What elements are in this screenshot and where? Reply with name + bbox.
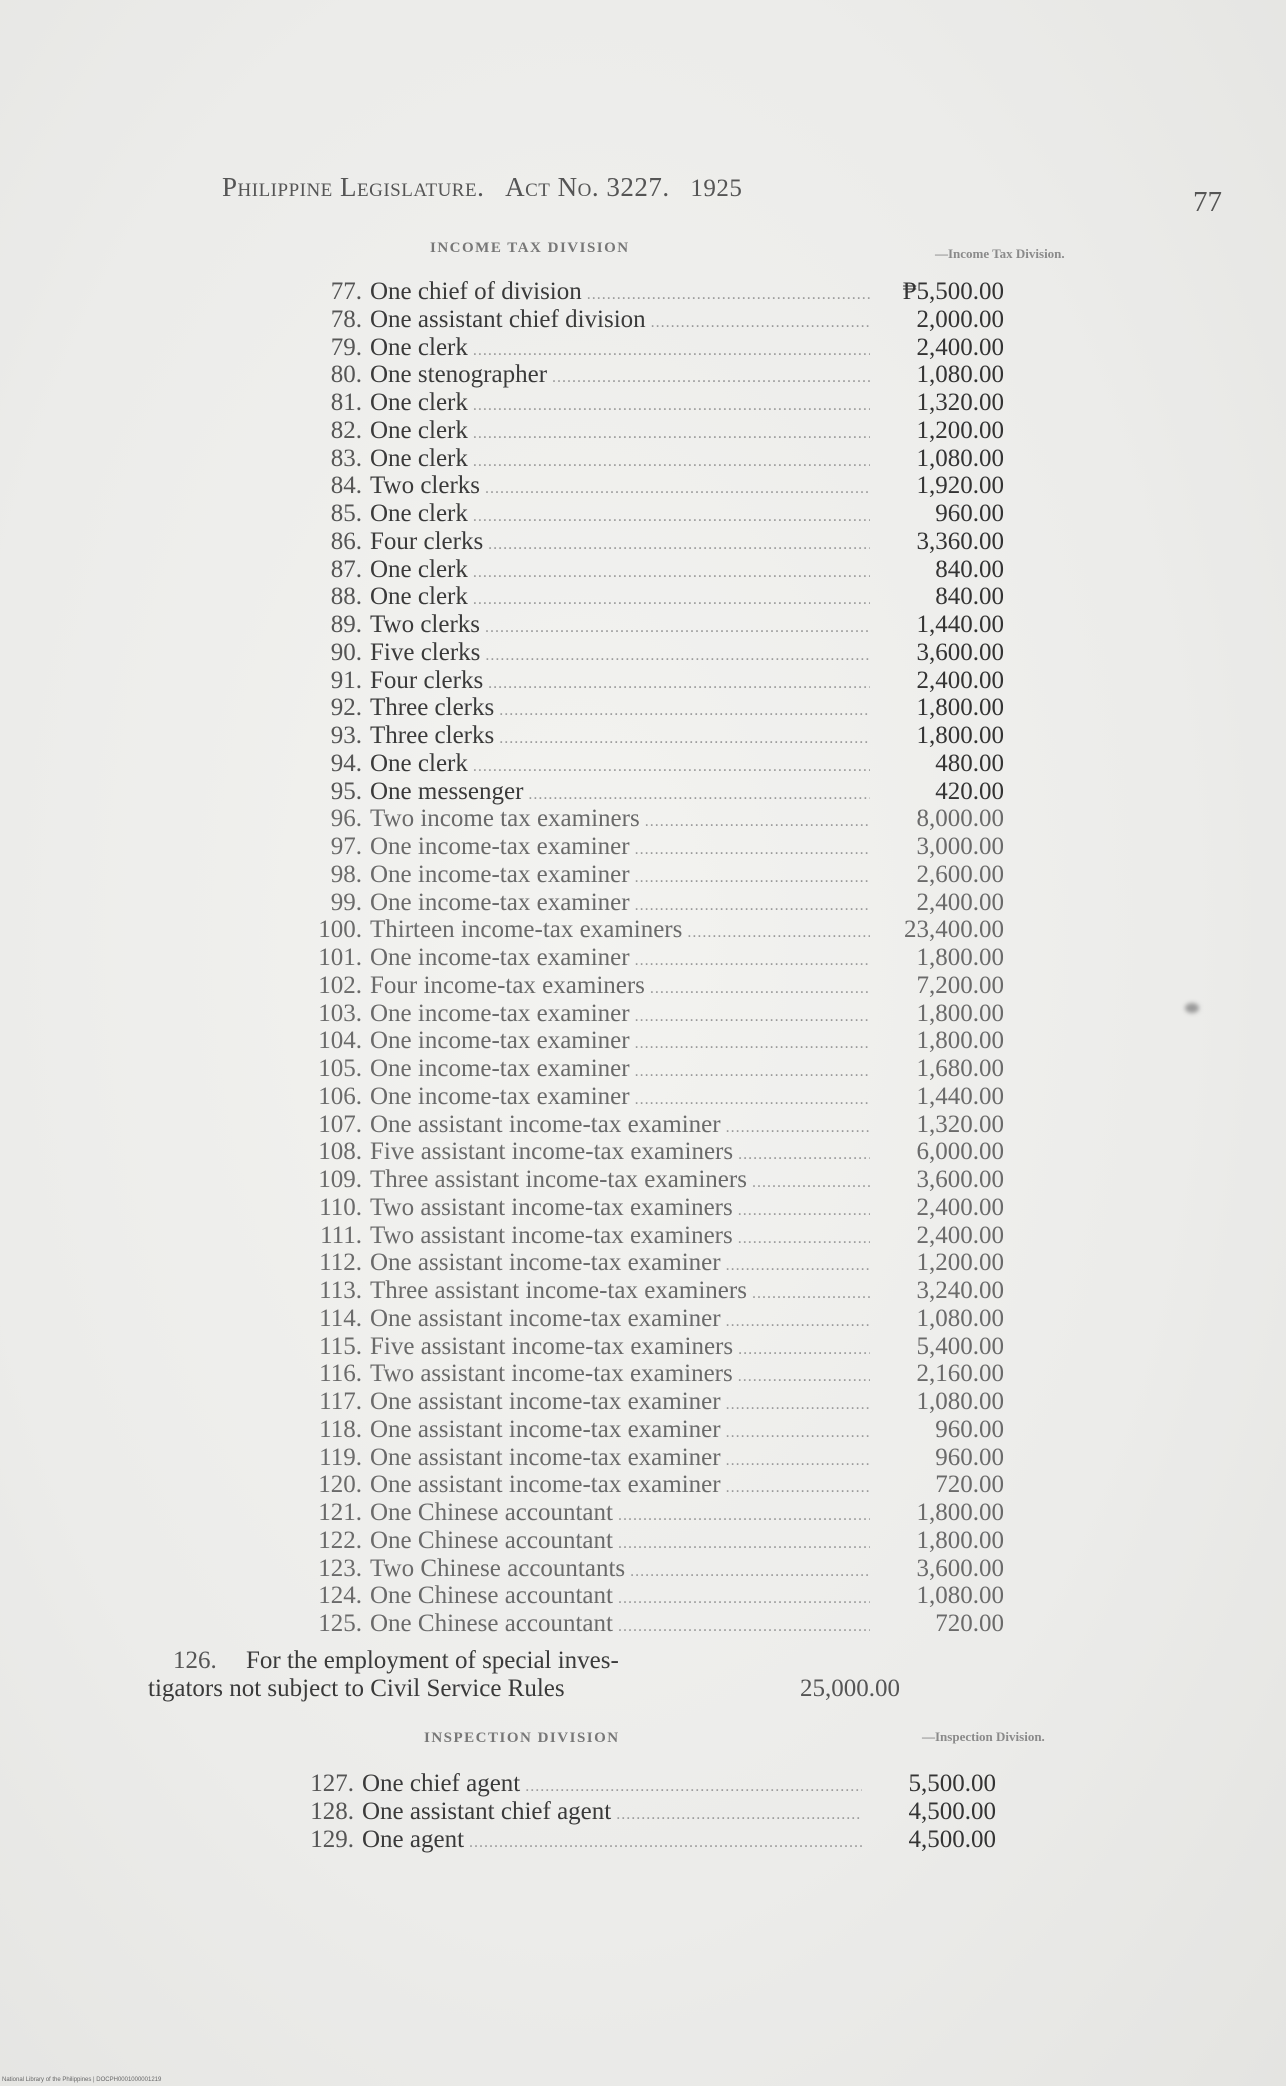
- appropriation-row: [132, 1825, 996, 1854]
- item-number: 102.: [318, 971, 362, 999]
- item-amount: 23,400.00: [904, 916, 1004, 944]
- appropriation-row: [140, 833, 1004, 861]
- item-amount: 4,500.00: [908, 1797, 996, 1825]
- item-description: Three assistant income-tax examiners .....: [370, 1277, 870, 1308]
- item-description: One clerk .....: [370, 417, 870, 448]
- item-amount: 840.00: [935, 583, 1004, 611]
- appropriation-row: [140, 666, 1004, 695]
- section-heading-inspection: INSPECTION DIVISION: [424, 1730, 620, 1746]
- item-number: 89.: [330, 611, 362, 638]
- item-description: Four clerks .....: [370, 528, 870, 559]
- item-number: 105.: [318, 1055, 362, 1082]
- item-amount: 840.00: [935, 555, 1004, 583]
- item-description: Five assistant income-tax examiners .....: [370, 1138, 870, 1169]
- item-amount: 3,240.00: [916, 1277, 1004, 1304]
- item-amount: 480.00: [935, 749, 1004, 777]
- item-description: One assistant chief agent .....: [362, 1798, 862, 1829]
- item-amount: 1,800.00: [916, 1027, 1004, 1055]
- appropriation-row: [140, 916, 1004, 944]
- item-number: 92.: [330, 694, 362, 722]
- item-number: 98.: [330, 860, 362, 888]
- item-amount: 2,000.00: [916, 305, 1004, 333]
- item-description: One stenographer .....: [370, 361, 870, 392]
- item-amount: 1,320.00: [916, 389, 1004, 416]
- appropriation-row: [140, 555, 1004, 584]
- item-number: 88.: [330, 583, 362, 611]
- appropriation-row: [140, 1166, 1004, 1194]
- appropriation-row: [140, 1582, 1004, 1610]
- inspection-appropriation-list: [132, 1770, 996, 1853]
- item-number: 125.: [318, 1610, 362, 1637]
- item-amount: ₱5,500.00: [902, 278, 1004, 305]
- special-row-line2: tigators not subject to Civil Service Rules: [148, 1675, 565, 1702]
- item-description: One clerk .....: [370, 556, 870, 587]
- item-number: 83.: [330, 444, 362, 472]
- item-description: One income-tax examiner .....: [370, 1027, 870, 1058]
- item-number: 127.: [310, 1770, 354, 1797]
- item-number: 96.: [330, 805, 362, 833]
- item-description: One Chinese accountant .....: [370, 1582, 870, 1613]
- appropriation-row: [140, 1443, 1004, 1472]
- appropriation-row: [140, 638, 1004, 667]
- appropriation-row: [140, 999, 1004, 1028]
- item-amount: 720.00: [935, 1610, 1004, 1637]
- item-number: 116.: [319, 1360, 362, 1388]
- item-number: 93.: [330, 722, 362, 749]
- appropriation-row: [140, 1415, 1004, 1444]
- item-number: 79.: [330, 333, 362, 361]
- appropriation-row: [140, 1360, 1004, 1388]
- item-amount: 2,400.00: [916, 333, 1004, 361]
- margin-note-inspection: —Inspection Division.: [922, 1729, 1045, 1744]
- page-speck: [1185, 1003, 1199, 1013]
- item-description: Four clerks .....: [370, 667, 870, 698]
- item-number: 122.: [318, 1526, 362, 1554]
- item-amount: 3,600.00: [916, 1554, 1004, 1582]
- item-amount: 720.00: [935, 1471, 1004, 1499]
- item-number: 97.: [330, 833, 362, 860]
- item-number: 90.: [330, 638, 362, 666]
- item-amount: 3,000.00: [916, 833, 1004, 860]
- header-act: Act No. 3227.: [505, 172, 670, 202]
- appropriation-row: [140, 722, 1004, 750]
- item-number: 112.: [319, 1249, 362, 1277]
- item-number: 117.: [319, 1388, 362, 1415]
- item-amount: 1,800.00: [916, 944, 1004, 971]
- item-number: 101.: [318, 944, 362, 971]
- item-description: One income-tax examiner .....: [370, 861, 870, 892]
- item-amount: 4,500.00: [908, 1825, 996, 1853]
- item-number: 95.: [330, 777, 362, 805]
- item-number: 123.: [318, 1554, 362, 1582]
- appropriation-row: [140, 500, 1004, 528]
- item-description: One clerk .....: [370, 500, 870, 531]
- item-number: 106.: [318, 1082, 362, 1110]
- item-description: One income-tax examiner .....: [370, 1055, 870, 1086]
- item-number: 103.: [318, 999, 362, 1027]
- item-description: One Chinese accountant .....: [370, 1610, 870, 1641]
- appropriation-row: [140, 472, 1004, 500]
- item-amount: 2,400.00: [916, 666, 1004, 694]
- item-amount: 3,360.00: [916, 527, 1004, 555]
- appropriation-row: [140, 1193, 1004, 1222]
- item-number: 113.: [319, 1277, 362, 1304]
- item-description: One assistant income-tax examiner .....: [370, 1249, 870, 1280]
- item-amount: 2,600.00: [916, 860, 1004, 888]
- special-row-line1: For the employment of special inves-: [246, 1647, 619, 1674]
- item-amount: 1,800.00: [916, 1526, 1004, 1554]
- item-amount: 960.00: [935, 1415, 1004, 1443]
- item-description: One Chinese accountant .....: [370, 1527, 870, 1558]
- item-amount: 1,800.00: [916, 1499, 1004, 1526]
- item-number: 128.: [310, 1797, 354, 1825]
- item-description: One income-tax examiner .....: [370, 944, 870, 975]
- scan-footer: National Library of the Philippines | DOCPH0001000001219: [2, 2077, 162, 2083]
- item-number: 77.: [330, 278, 362, 305]
- appropriation-row: [140, 805, 1004, 833]
- appropriation-row: [140, 611, 1004, 639]
- appropriation-row: [140, 389, 1004, 417]
- item-amount: 960.00: [935, 1443, 1004, 1471]
- item-description: One chief of division .....: [370, 278, 870, 309]
- item-description: One assistant income-tax examiner .....: [370, 1444, 870, 1475]
- item-number: 84.: [330, 472, 362, 500]
- item-amount: 960.00: [935, 500, 1004, 527]
- item-amount: 1,080.00: [916, 1582, 1004, 1610]
- item-amount: 2,400.00: [916, 1193, 1004, 1221]
- item-amount: 5,500.00: [908, 1770, 996, 1797]
- item-amount: 2,160.00: [916, 1360, 1004, 1388]
- item-number: 80.: [330, 361, 362, 389]
- item-description: Three clerks .....: [370, 722, 870, 753]
- appropriation-row: [140, 1471, 1004, 1499]
- item-amount: 6,000.00: [916, 1138, 1004, 1166]
- item-description: One clerk .....: [370, 583, 870, 614]
- header-year: 1925: [690, 175, 743, 202]
- item-description: One clerk .....: [370, 750, 870, 781]
- item-description: Two income tax examiners .....: [370, 805, 870, 836]
- header-legislature: Philippine Legislature.: [222, 172, 485, 202]
- appropriation-row: [140, 888, 1004, 917]
- special-row-number: 126.: [173, 1647, 217, 1674]
- item-description: Two assistant income-tax examiners .....: [370, 1222, 870, 1253]
- item-description: One assistant income-tax examiner .....: [370, 1471, 870, 1502]
- item-description: One assistant income-tax examiner .....: [370, 1388, 870, 1419]
- item-description: Two clerks .....: [370, 472, 870, 503]
- item-number: 124.: [318, 1582, 362, 1610]
- item-description: Four income-tax examiners .....: [370, 972, 870, 1003]
- item-amount: 1,680.00: [916, 1055, 1004, 1082]
- appropriation-row: [140, 1499, 1004, 1527]
- item-amount: 5,400.00: [916, 1332, 1004, 1360]
- special-row-amount: 25,000.00: [800, 1675, 900, 1702]
- item-description: One clerk .....: [370, 389, 870, 420]
- item-amount: 1,800.00: [916, 999, 1004, 1027]
- item-description: One agent .....: [362, 1826, 862, 1857]
- item-number: 114.: [319, 1304, 362, 1332]
- item-number: 91.: [330, 666, 362, 694]
- item-description: One assistant income-tax examiner .....: [370, 1416, 870, 1447]
- running-header: [222, 172, 756, 203]
- item-description: One income-tax examiner .....: [370, 889, 870, 920]
- appropriation-row: [140, 444, 1004, 473]
- appropriation-row: [140, 1110, 1004, 1139]
- appropriation-row: [140, 1027, 1004, 1055]
- item-description: One messenger .....: [370, 778, 870, 809]
- appropriation-row: [140, 1388, 1004, 1416]
- appropriation-row: [140, 583, 1004, 611]
- item-amount: 420.00: [935, 777, 1004, 805]
- item-description: One income-tax examiner .....: [370, 833, 870, 864]
- item-amount: 1,200.00: [916, 1249, 1004, 1277]
- item-number: 118.: [319, 1415, 362, 1443]
- item-number: 87.: [330, 555, 362, 583]
- appropriation-row: [140, 278, 1004, 306]
- item-number: 108.: [318, 1138, 362, 1166]
- item-amount: 1,200.00: [916, 416, 1004, 444]
- item-amount: 1,080.00: [916, 444, 1004, 472]
- appropriation-row: [132, 1797, 996, 1826]
- margin-note-income-tax: —Income Tax Division.: [935, 246, 1065, 261]
- item-number: 129.: [310, 1825, 354, 1853]
- item-number: 107.: [318, 1110, 362, 1138]
- item-description: Two clerks .....: [370, 611, 870, 642]
- item-description: One clerk .....: [370, 445, 870, 476]
- item-amount: 1,320.00: [916, 1110, 1004, 1138]
- appropriation-row: [140, 1526, 1004, 1555]
- item-description: Three assistant income-tax examiners .....: [370, 1166, 870, 1197]
- item-description: One income-tax examiner .....: [370, 1000, 870, 1031]
- appropriation-row: [140, 1304, 1004, 1333]
- item-description: Three clerks .....: [370, 694, 870, 725]
- item-description: Five assistant income-tax examiners .....: [370, 1333, 870, 1364]
- item-amount: 1,800.00: [916, 722, 1004, 749]
- item-description: Thirteen income-tax examiners .....: [370, 916, 870, 947]
- page-number: 77: [1193, 186, 1222, 218]
- item-amount: 1,080.00: [916, 1304, 1004, 1332]
- appropriation-row: [140, 749, 1004, 778]
- item-amount: 2,400.00: [916, 1221, 1004, 1249]
- item-number: 94.: [330, 749, 362, 777]
- appropriation-row: [140, 1249, 1004, 1277]
- item-number: 111.: [320, 1221, 362, 1249]
- item-number: 82.: [330, 416, 362, 444]
- item-description: Two Chinese accountants .....: [370, 1555, 870, 1586]
- appropriation-row: [140, 1055, 1004, 1083]
- item-amount: 2,400.00: [916, 888, 1004, 916]
- appropriation-row: [140, 1082, 1004, 1111]
- appropriation-row: [140, 305, 1004, 334]
- item-description: Two assistant income-tax examiners .....: [370, 1360, 870, 1391]
- item-number: 81.: [330, 389, 362, 416]
- item-amount: 3,600.00: [916, 638, 1004, 666]
- item-amount: 1,440.00: [916, 1082, 1004, 1110]
- income-tax-appropriation-list: [140, 278, 1004, 1638]
- appropriation-row: [132, 1770, 996, 1798]
- item-number: 86.: [330, 527, 362, 555]
- item-description: One Chinese accountant .....: [370, 1499, 870, 1530]
- appropriation-row: [140, 527, 1004, 556]
- appropriation-row: [140, 1277, 1004, 1305]
- appropriation-row: [140, 1332, 1004, 1361]
- appropriation-row: [140, 1138, 1004, 1166]
- item-number: 121.: [318, 1499, 362, 1526]
- item-description: One clerk .....: [370, 334, 870, 365]
- appropriation-row: [140, 694, 1004, 722]
- item-number: 115.: [319, 1332, 362, 1360]
- section-heading-income-tax: INCOME TAX DIVISION: [430, 240, 630, 256]
- item-amount: 1,080.00: [916, 1388, 1004, 1415]
- appropriation-row: [140, 971, 1004, 1000]
- item-number: 78.: [330, 305, 362, 333]
- item-description: One income-tax examiner .....: [370, 1083, 870, 1114]
- appropriation-row: [140, 1554, 1004, 1583]
- appropriation-row: [140, 416, 1004, 445]
- item-number: 99.: [330, 888, 362, 916]
- item-description: One assistant chief division .....: [370, 306, 870, 337]
- appropriation-row: [140, 777, 1004, 806]
- appropriation-row: [140, 333, 1004, 362]
- appropriation-row: [140, 1221, 1004, 1250]
- item-number: 85.: [330, 500, 362, 527]
- item-number: 109.: [318, 1166, 362, 1193]
- item-number: 110.: [319, 1193, 362, 1221]
- appropriation-row: [140, 1610, 1004, 1638]
- appropriation-row: [140, 860, 1004, 889]
- appropriation-row: [140, 944, 1004, 972]
- item-description: One assistant income-tax examiner .....: [370, 1305, 870, 1336]
- item-description: Two assistant income-tax examiners .....: [370, 1194, 870, 1225]
- item-amount: 3,600.00: [916, 1166, 1004, 1193]
- item-description: One assistant income-tax examiner .....: [370, 1111, 870, 1142]
- item-amount: 1,920.00: [916, 472, 1004, 500]
- item-amount: 1,080.00: [916, 361, 1004, 389]
- item-number: 119.: [319, 1443, 362, 1471]
- item-number: 120.: [318, 1471, 362, 1499]
- appropriation-row: [140, 361, 1004, 389]
- item-number: 100.: [318, 916, 362, 944]
- item-amount: 1,440.00: [916, 611, 1004, 638]
- item-amount: 1,800.00: [916, 694, 1004, 722]
- item-description: Five clerks .....: [370, 639, 870, 670]
- item-description: One chief agent .....: [362, 1770, 862, 1801]
- item-amount: 8,000.00: [916, 805, 1004, 833]
- item-amount: 7,200.00: [916, 971, 1004, 999]
- item-number: 104.: [318, 1027, 362, 1055]
